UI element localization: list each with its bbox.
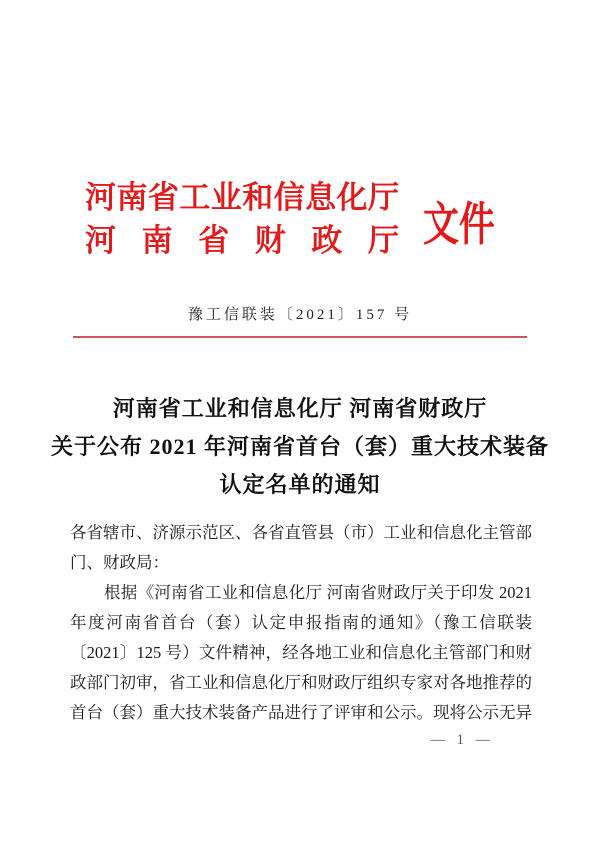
agency-name-1: 河南省工业和信息化厅 bbox=[85, 180, 399, 215]
title-line-2: 关于公布 2021 年河南省首台（套）重大技术装备 bbox=[50, 434, 549, 459]
body-line: 根据《河南省工业和信息化厅 河南省财政厅关于印发 2021 bbox=[104, 583, 532, 602]
title-line-3: 认定名单的通知 bbox=[219, 472, 381, 497]
body-line: 年度河南省首台（套）认定申报指南的通知》（豫工信联装 bbox=[70, 613, 532, 632]
red-divider-line bbox=[73, 336, 527, 338]
document-word: 文件 bbox=[423, 199, 495, 250]
issuing-agencies bbox=[85, 176, 399, 262]
red-header-banner bbox=[0, 176, 600, 262]
agency-name-2: 河南省财政厅 bbox=[85, 223, 399, 258]
body-line: 首台（套）重大技术装备产品进行了评审和公示。现将公示无异 bbox=[70, 703, 532, 722]
document-body bbox=[70, 518, 532, 728]
body-line: 各省辖市、济源示范区、各省直管县（市）工业和信息化主管部 bbox=[70, 523, 532, 542]
title-line-1: 河南省工业和信息化厅 河南省财政厅 bbox=[112, 396, 488, 421]
body-line: 〔2021〕125 号）文件精神，经各地工业和信息化主管部门和财 bbox=[70, 643, 532, 662]
body-line: 政部门初审，省工业和信息化厅和财政厅组织专家对各地推荐的 bbox=[70, 673, 532, 692]
document-number: 豫工信联装〔2021〕157 号 bbox=[187, 307, 413, 323]
body-line: 门、财政局： bbox=[70, 553, 169, 572]
page-number: — 1 — bbox=[430, 732, 494, 748]
document-title bbox=[40, 390, 560, 504]
